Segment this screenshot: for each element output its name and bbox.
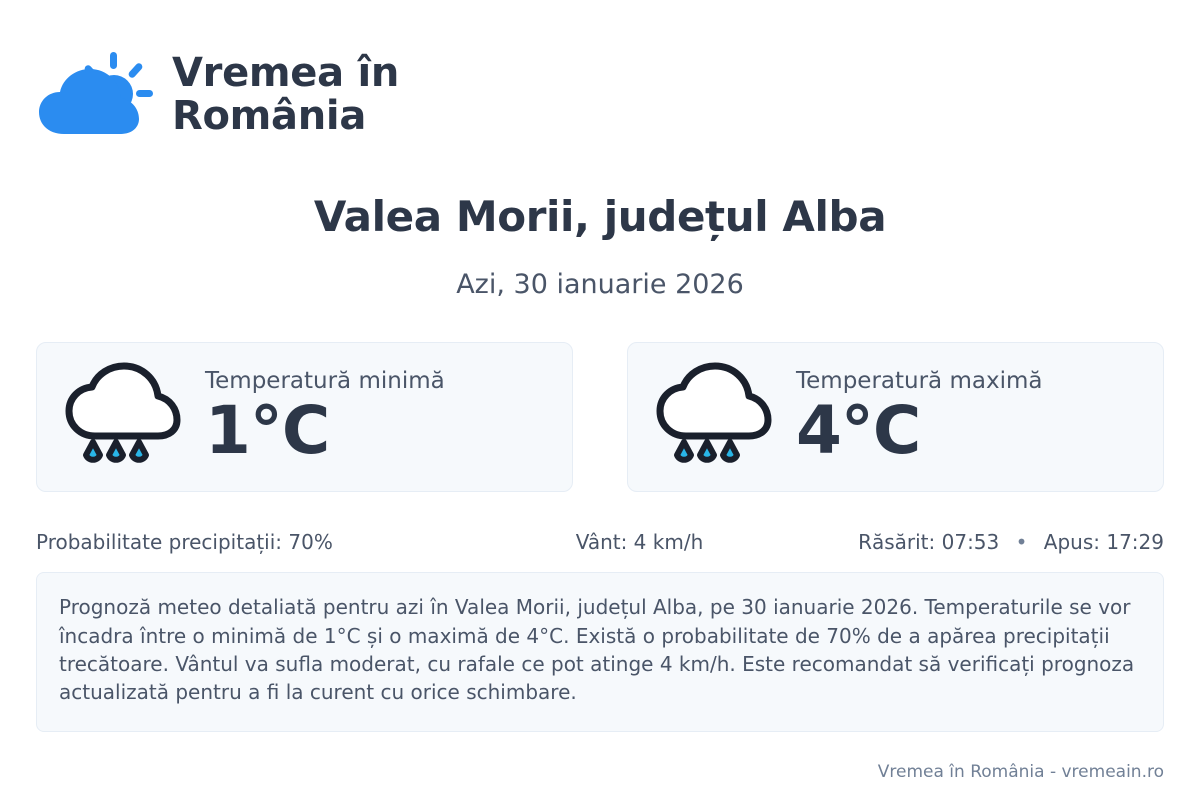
sun-times-stat bbox=[769, 530, 1164, 554]
card-max-label: Temperatură maximă bbox=[796, 368, 1043, 395]
sun-cloud-icon bbox=[36, 46, 154, 144]
forecast-description: Prognoză meteo detaliată pentru azi în Valea Morii, județul Alba, pe 30 ianuarie 2026. Temperaturile se vor încadra între o minimă de 1°C și o maximă de 4°C. Există o probabilitate de 70% de a apărea precipitații trecătoare. Vântul va sufla moderat, cu rafale ce pot atinge 4 km/h. Este recomandat să verificați prognoza actualizată pentru a fi la curent cu orice schimbare. bbox=[36, 572, 1164, 732]
card-max-value: 4°C bbox=[796, 392, 921, 470]
card-min-temperature bbox=[36, 342, 573, 492]
card-max-temperature bbox=[627, 342, 1164, 492]
page-title: Valea Morii, județul Alba bbox=[313, 192, 887, 241]
footer-credit: Vremea în România - vremeain.ro bbox=[877, 762, 1164, 782]
wind-stat: Vânt: 4 km/h bbox=[575, 530, 704, 555]
sunset-value: Apus: 17:29 bbox=[1043, 530, 1164, 555]
weather-stats bbox=[36, 530, 1164, 554]
date-subtitle: Azi, 30 ianuarie 2026 bbox=[456, 269, 744, 301]
stat-separator: • bbox=[1015, 530, 1028, 555]
rain-cloud-icon bbox=[63, 362, 183, 472]
rain-cloud-icon bbox=[654, 362, 774, 472]
site-header bbox=[36, 0, 1164, 144]
temperature-cards bbox=[36, 342, 1164, 492]
card-min-text bbox=[205, 368, 445, 470]
card-min-label: Temperatură minimă bbox=[205, 368, 445, 395]
brand-line-1: Vremea în bbox=[172, 49, 400, 96]
card-min-value: 1°C bbox=[205, 392, 330, 470]
card-max-text bbox=[796, 368, 1043, 470]
brand-title bbox=[172, 49, 400, 139]
precipitation-stat: Probabilitate precipitații: 70% bbox=[36, 530, 333, 555]
brand-line-2: România bbox=[172, 93, 367, 139]
sunrise-value: Răsărit: 07:53 bbox=[858, 530, 1000, 555]
